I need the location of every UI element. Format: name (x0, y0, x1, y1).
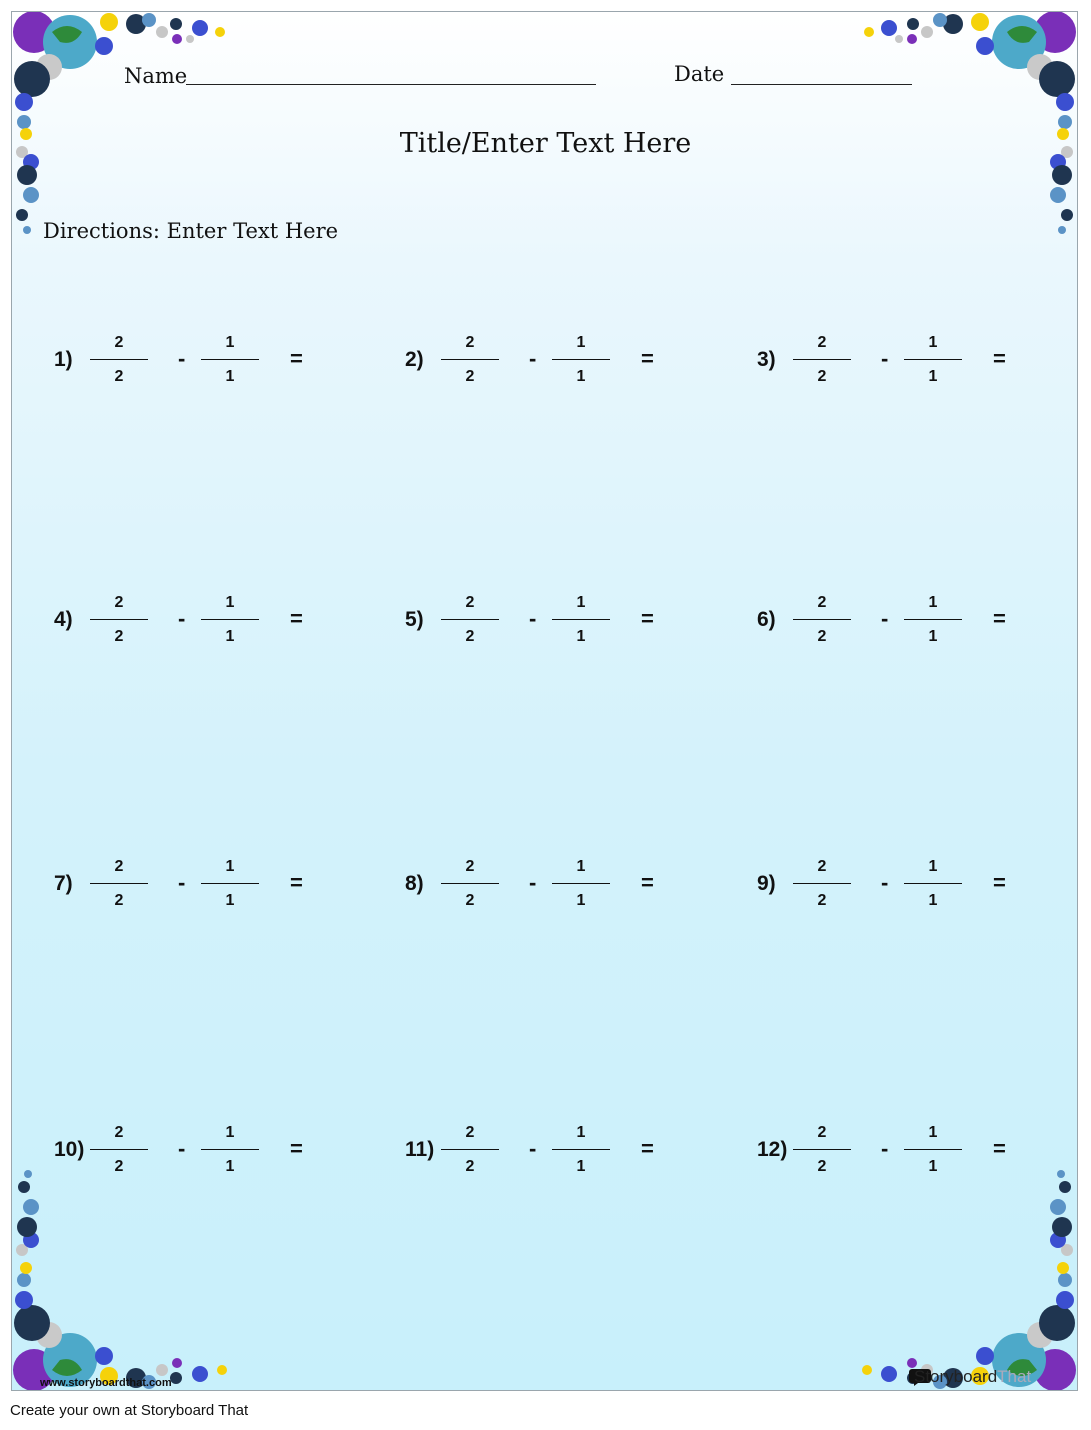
fraction-second (552, 854, 610, 914)
fraction-first (90, 590, 148, 650)
problem-number: 5) (405, 608, 424, 631)
numerator: 1 (576, 1124, 586, 1141)
problem-number: 3) (757, 348, 776, 371)
numerator: 2 (817, 1124, 827, 1141)
fraction-bar (793, 1149, 851, 1150)
fraction-first (793, 1120, 851, 1180)
fraction-first (441, 854, 499, 914)
name-field[interactable] (186, 84, 596, 85)
fraction-first (90, 330, 148, 390)
denominator: 2 (817, 1158, 827, 1175)
numerator: 1 (576, 334, 586, 351)
minus-sign: - (881, 346, 889, 371)
denominator: 2 (114, 1158, 124, 1175)
fraction-bar (441, 359, 499, 360)
minus-sign: - (178, 606, 186, 631)
fraction-second (904, 330, 962, 390)
fraction-bar (552, 619, 610, 620)
denominator: 1 (928, 1158, 938, 1175)
fraction-bar (90, 883, 148, 884)
problem-3 (757, 330, 1057, 390)
footer-link[interactable]: Create your own at Storyboard That (10, 1402, 249, 1419)
watermark-brand (914, 1367, 1031, 1387)
problem-8 (405, 854, 705, 914)
denominator: 1 (225, 628, 235, 645)
fraction-bar (201, 883, 259, 884)
numerator: 1 (576, 858, 586, 875)
equals-sign: = (993, 346, 1006, 371)
denominator: 1 (928, 628, 938, 645)
denominator: 1 (928, 368, 938, 385)
numerator: 1 (928, 334, 938, 351)
denominator: 1 (576, 628, 586, 645)
problem-11 (405, 1120, 705, 1180)
watermark-url: www.storyboardthat.com (40, 1377, 172, 1389)
numerator: 2 (817, 594, 827, 611)
equals-sign: = (290, 606, 303, 631)
denominator: 2 (817, 368, 827, 385)
fraction-bar (793, 619, 851, 620)
numerator: 1 (576, 594, 586, 611)
minus-sign: - (529, 870, 537, 895)
numerator: 2 (114, 1124, 124, 1141)
equals-sign: = (993, 606, 1006, 631)
problem-number: 12) (757, 1138, 788, 1161)
denominator: 1 (576, 892, 586, 909)
minus-sign: - (178, 1136, 186, 1161)
fraction-bar (90, 619, 148, 620)
problem-2 (405, 330, 705, 390)
date-label: Date (674, 62, 725, 86)
problem-1 (54, 330, 354, 390)
fraction-first (441, 590, 499, 650)
denominator: 1 (225, 892, 235, 909)
fraction-bar (201, 619, 259, 620)
date-field[interactable] (731, 84, 912, 85)
fraction-second (201, 330, 259, 390)
fraction-second (904, 1120, 962, 1180)
equals-sign: = (290, 1136, 303, 1161)
denominator: 1 (928, 892, 938, 909)
fraction-bar (90, 1149, 148, 1150)
fraction-second (904, 590, 962, 650)
denominator: 2 (465, 892, 475, 909)
fraction-first (793, 854, 851, 914)
numerator: 2 (465, 1124, 475, 1141)
fraction-bar (904, 359, 962, 360)
numerator: 1 (928, 1124, 938, 1141)
denominator: 2 (817, 628, 827, 645)
planets-bottom-left-icon (12, 1160, 232, 1390)
fraction-second (552, 590, 610, 650)
minus-sign: - (529, 346, 537, 371)
fraction-first (90, 1120, 148, 1180)
minus-sign: - (178, 870, 186, 895)
fraction-bar (793, 883, 851, 884)
minus-sign: - (881, 1136, 889, 1161)
fraction-second (201, 854, 259, 914)
fraction-bar (441, 883, 499, 884)
fraction-second (201, 590, 259, 650)
minus-sign: - (881, 870, 889, 895)
fraction-bar (904, 619, 962, 620)
fraction-bar (552, 1149, 610, 1150)
numerator: 2 (114, 334, 124, 351)
denominator: 1 (225, 368, 235, 385)
problem-9 (757, 854, 1057, 914)
fraction-bar (441, 1149, 499, 1150)
problem-number: 1) (54, 348, 73, 371)
numerator: 1 (928, 594, 938, 611)
numerator: 1 (225, 1124, 235, 1141)
denominator: 2 (114, 368, 124, 385)
denominator: 2 (114, 628, 124, 645)
planets-bottom-right-icon (857, 1160, 1077, 1390)
directions-text[interactable]: Directions: Enter Text Here (43, 219, 339, 243)
numerator: 1 (225, 858, 235, 875)
equals-sign: = (641, 346, 654, 371)
problem-number: 7) (54, 872, 73, 895)
watermark-brand-dim: That (997, 1367, 1032, 1386)
name-label: Name (124, 64, 188, 88)
problem-12 (757, 1120, 1057, 1180)
fraction-first (90, 854, 148, 914)
fraction-second (201, 1120, 259, 1180)
denominator: 2 (817, 892, 827, 909)
fraction-bar (201, 359, 259, 360)
numerator: 2 (114, 858, 124, 875)
problem-5 (405, 590, 705, 650)
problem-4 (54, 590, 354, 650)
numerator: 2 (817, 858, 827, 875)
numerator: 2 (465, 334, 475, 351)
fraction-bar (441, 619, 499, 620)
fraction-bar (552, 883, 610, 884)
page-title[interactable]: Title/Enter Text Here (399, 128, 692, 159)
equals-sign: = (993, 870, 1006, 895)
minus-sign: - (529, 606, 537, 631)
equals-sign: = (641, 606, 654, 631)
fraction-bar (904, 1149, 962, 1150)
worksheet-page (11, 11, 1078, 1391)
problem-number: 11) (405, 1138, 435, 1161)
problem-6 (757, 590, 1057, 650)
fraction-bar (793, 359, 851, 360)
denominator: 2 (465, 628, 475, 645)
denominator: 1 (576, 1158, 586, 1175)
equals-sign: = (641, 1136, 654, 1161)
fraction-second (552, 330, 610, 390)
fraction-first (441, 1120, 499, 1180)
problem-number: 10) (54, 1138, 85, 1161)
problem-number: 2) (405, 348, 424, 371)
fraction-first (441, 330, 499, 390)
problem-number: 6) (757, 608, 776, 631)
numerator: 2 (465, 594, 475, 611)
equals-sign: = (641, 870, 654, 895)
fraction-second (552, 1120, 610, 1180)
problem-number: 8) (405, 872, 424, 895)
minus-sign: - (529, 1136, 537, 1161)
problem-number: 4) (54, 608, 73, 631)
problem-7 (54, 854, 354, 914)
denominator: 1 (225, 1158, 235, 1175)
denominator: 2 (465, 1158, 475, 1175)
problem-10 (54, 1120, 354, 1180)
watermark-brand-main: Storyboard (914, 1367, 998, 1386)
fraction-first (793, 590, 851, 650)
fraction-bar (90, 359, 148, 360)
problem-number: 9) (757, 872, 776, 895)
numerator: 2 (817, 334, 827, 351)
fraction-bar (904, 883, 962, 884)
equals-sign: = (290, 346, 303, 371)
denominator: 2 (465, 368, 475, 385)
fraction-bar (201, 1149, 259, 1150)
fraction-second (904, 854, 962, 914)
equals-sign: = (290, 870, 303, 895)
fraction-first (793, 330, 851, 390)
minus-sign: - (178, 346, 186, 371)
denominator: 2 (114, 892, 124, 909)
numerator: 2 (114, 594, 124, 611)
numerator: 2 (465, 858, 475, 875)
fraction-bar (552, 359, 610, 360)
minus-sign: - (881, 606, 889, 631)
denominator: 1 (576, 368, 586, 385)
numerator: 1 (225, 594, 235, 611)
numerator: 1 (928, 858, 938, 875)
numerator: 1 (225, 334, 235, 351)
equals-sign: = (993, 1136, 1006, 1161)
